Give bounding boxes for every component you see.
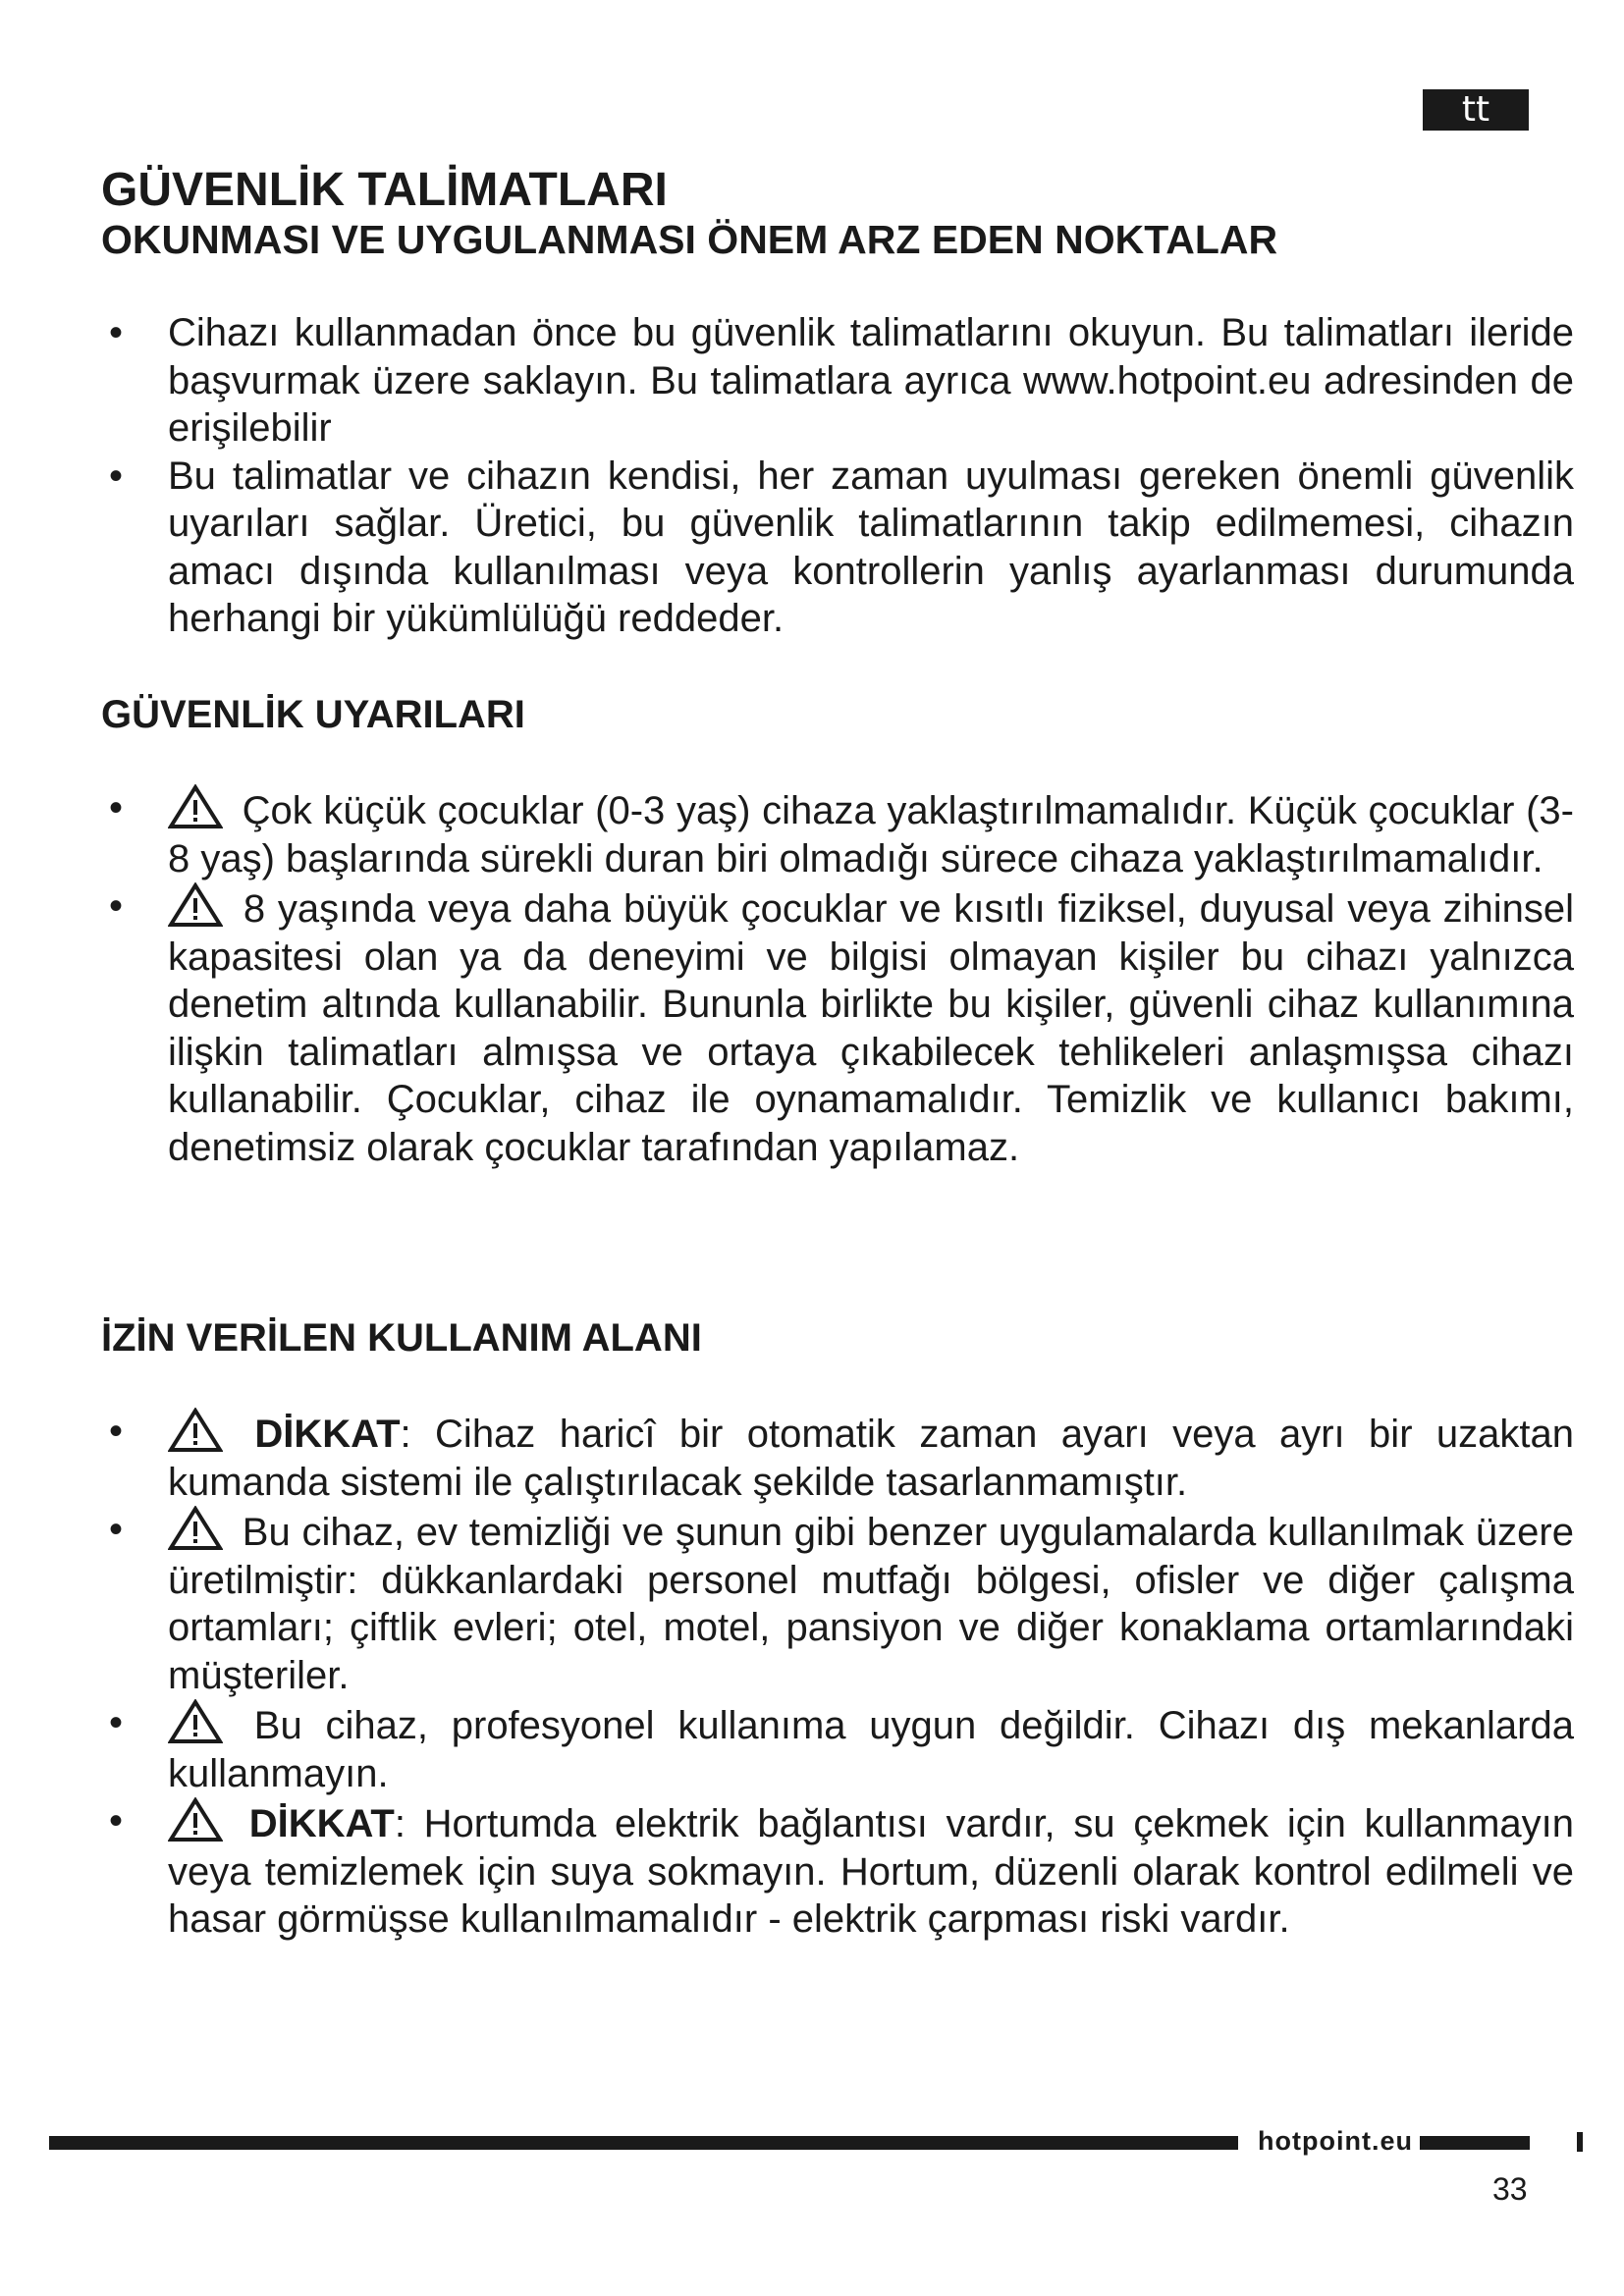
bullet: • [108,884,123,928]
section-heading-safety-warnings: GÜVENLİK UYARILARI [101,693,525,736]
bullet: • [108,1410,123,1453]
footer-rule-right [1420,2136,1530,2150]
item-text: Cihazı kullanmadan önce bu güvenlik talimatlarını okuyun. Bu talimatları ileride başvurmak üzere saklayın. Bu talimatlara ayrıca www.hotpoint.eu adresinden de erişilebilir [168,311,1574,450]
language-badge: tt [1423,89,1529,131]
bullet: • [108,454,123,498]
permitted-use-list [101,1408,1574,1944]
page-title: GÜVENLİK TALİMATLARI [101,164,668,216]
list-item [101,1408,1574,1506]
page-number: 33 [1492,2171,1528,2207]
bullet: • [108,311,123,354]
caution-label: DİKKAT [248,1802,395,1845]
warning-triangle-icon [168,1797,223,1842]
warning-triangle-icon [168,784,223,829]
warning-triangle-icon [168,1699,223,1744]
bullet: • [108,786,123,829]
item-text: Bu talimatlar ve cihazın kendisi, her zaman uyulması gereken önemli güvenlik uyarıları sağlar. Üretici, bu güvenlik talimatlarının takip edilmemesi, cihazın amacı dışında kullanılması veya kontrollerin yanlış ayarlanması durumunda herhangi bir yükümlülüğü reddeder. [168,454,1574,640]
footer-rule-left [49,2136,1238,2150]
caution-label: DİKKAT [254,1413,401,1456]
intro-list [101,309,1574,643]
safety-warnings-list [101,784,1574,1171]
bullet: • [108,1508,123,1551]
warning-triangle-icon [168,1506,223,1551]
footer-brand: hotpoint.eu [1258,2126,1413,2156]
list-item [101,1699,1574,1797]
bullet: • [108,1799,123,1842]
item-text: 8 yaşında veya daha büyük çocuklar ve kısıtlı fiziksel, duyusal veya zihinsel kapasitesi olan ya da deneyimi ve bilgisi olmayan kişiler bu cihazı yalnızca denetim altında kullanabilir. Bununla birlikte bu kişiler, güvenli cihaz kullanımına ilişkin talimatları almışsa ve ortaya çıkabilecek tehlikeleri anlaşmışsa cihazı kullanabilir. Çocuklar, cihaz ile oynamamalıdır. Temizlik ve kullanıcı bakımı, denetimsiz olarak çocuklar tarafından yapılamaz. [168,887,1574,1169]
page-subtitle: OKUNMASI VE UYGULANMASI ÖNEM ARZ EDEN NOKTALAR [101,217,1278,262]
item-text: : Cihaz haricî bir otomatik zaman ayarı veya ayrı bir uzaktan kumanda sistemi ile çalıştırılacak şekilde tasarlanmamıştır. [168,1413,1574,1504]
item-text: : Hortumda elektrik bağlantısı vardır, su çekmek için kullanmayın veya temizlemek için suya sokmayın. Hortum, düzenli olarak kontrol edilmeli ve hasar görmüşse kullanılmamalıdır - elektrik çarpması riski vardır. [168,1802,1574,1941]
warning-triangle-icon [168,1408,223,1453]
item-text: Çok küçük çocuklar (0-3 yaş) cihaza yaklaştırılmamalıdır. Küçük çocuklar (3-8 yaş) başlarında sürekli duran biri olmadığı sürece cihaza yaklaştırılmamalıdır. [168,789,1574,881]
list-item [101,309,1574,453]
section-heading-permitted-use: İZİN VERİLEN KULLANIM ALANI [101,1316,702,1360]
list-item [101,882,1574,1171]
list-item [101,1506,1574,1699]
footer-tick [1577,2132,1583,2152]
list-item [101,784,1574,882]
item-text: Bu cihaz, profesyonel kullanıma uygun değildir. Cihazı dış mekanlarda kullanmayın. [168,1704,1574,1795]
bullet: • [108,1701,123,1744]
item-text: Bu cihaz, ev temizliği ve şunun gibi benzer uygulamalarda kullanılmak üzere üretilmiştir: dükkanlardaki personel mutfağı bölgesi, ofisler ve diğer çalışma ortamları; çiftlik evleri; otel, motel, pansiyon ve diğer konaklama ortamlarındaki müşteriler. [168,1511,1574,1697]
warning-triangle-icon [168,882,223,928]
list-item [101,1797,1574,1944]
list-item [101,453,1574,643]
